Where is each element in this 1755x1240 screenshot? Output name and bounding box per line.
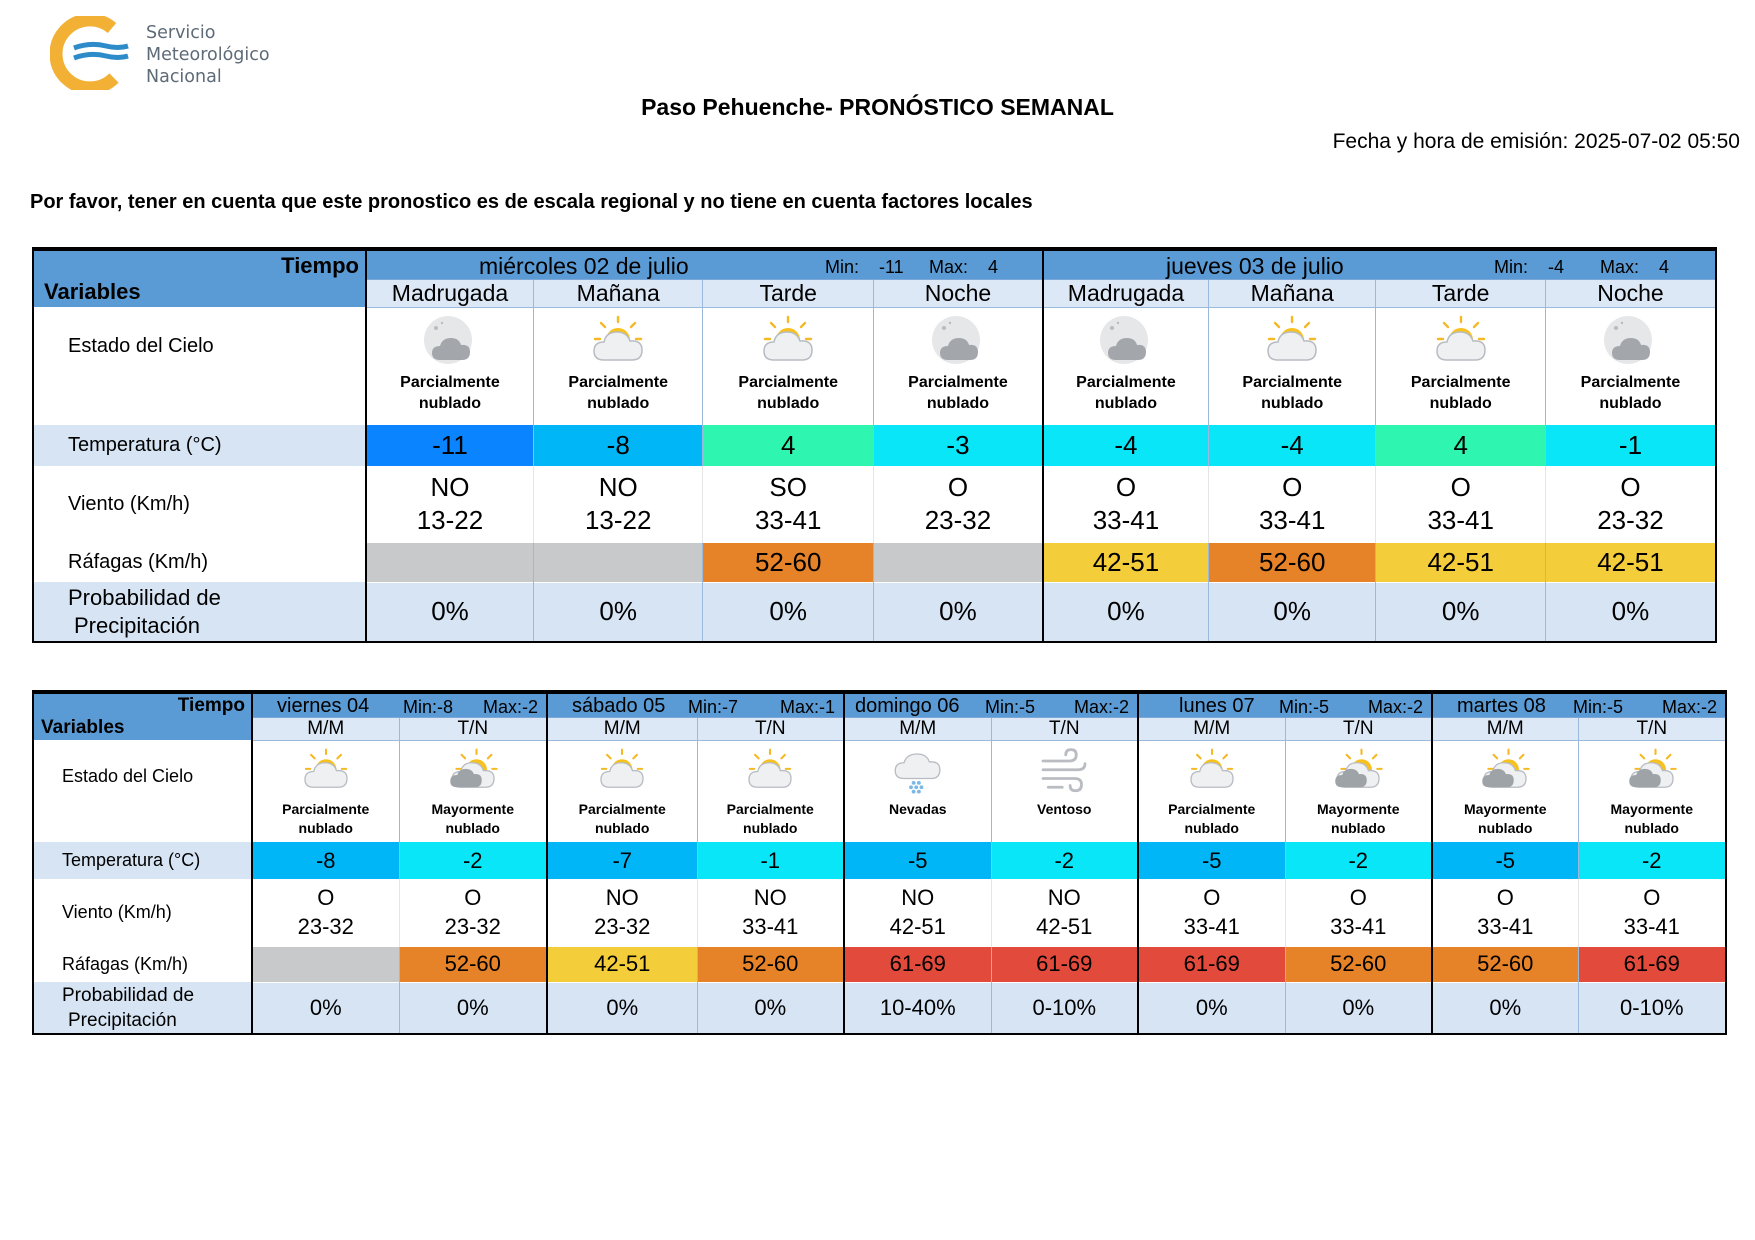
wind-cell [844, 879, 991, 946]
day-min: Min:-8 [403, 697, 454, 717]
tiempo-label: Tiempo [177, 695, 245, 716]
gust-value: 42-51 [1545, 542, 1716, 582]
sky-condition-line1: Parcialmente [738, 373, 839, 391]
day-name: lunes 07 [1179, 695, 1255, 717]
sky-condition-line1: Parcialmente [1242, 373, 1342, 391]
wind-direction: NO [605, 885, 639, 911]
sun-cloud-icon [594, 747, 650, 796]
sun-cloud-icon [756, 314, 820, 370]
precip-prob-value: 0% [252, 982, 399, 1034]
temperature-value: -3 [873, 425, 1043, 466]
corner-header [33, 249, 366, 307]
smn-logo [50, 16, 310, 96]
wind-cell [697, 879, 844, 946]
wind-direction: O [1620, 471, 1641, 502]
sky-condition-line2: nublado [1261, 394, 1324, 412]
precip-prob-value: 10-40% [844, 982, 991, 1034]
sky-condition-line1: Parcialmente [400, 373, 500, 391]
sky-condition [568, 372, 668, 414]
period-header: M/M [844, 717, 991, 740]
wind-direction: O [1349, 885, 1367, 911]
day-max: 4 [1658, 257, 1669, 277]
period-header: M/M [1138, 717, 1285, 740]
sky-state-label: Estado del Cielo [33, 740, 252, 842]
wind-direction: O [947, 471, 969, 502]
precip-prob-value: 0% [1285, 982, 1432, 1034]
day-min-label: Min: [824, 257, 859, 277]
page-title: Paso Pehuenche- PRONÓSTICO SEMANAL [641, 94, 1114, 120]
wind-direction: NO [430, 471, 470, 502]
sun-cloud-icon [298, 747, 354, 796]
day-name: miércoles 02 de julio [478, 253, 689, 279]
sky-state [367, 308, 533, 414]
temperature-value: -4 [1043, 425, 1208, 466]
forecast-table-days-1-2 [32, 247, 1717, 643]
precip-prob-value: 0-10% [1578, 982, 1726, 1034]
period-header: T/N [1285, 717, 1432, 740]
sky-state [992, 741, 1138, 819]
sky-condition [1464, 800, 1546, 838]
day-max: Max:-2 [482, 697, 538, 717]
sky-condition-line1: Parcialmente [282, 800, 370, 817]
wind-cell [1043, 466, 1208, 542]
wind-speed: 23-32 [924, 504, 992, 535]
day-header [1138, 692, 1432, 717]
wind-speed: 33-41 [754, 504, 822, 535]
sky-condition-line1: Parcialmente [1168, 800, 1256, 817]
variables-label: Variables [41, 717, 125, 738]
wind-speed: 33-41 [1330, 914, 1387, 940]
sky-state-cell [1043, 307, 1208, 425]
wind-speed: 13-22 [416, 504, 484, 535]
precip-prob-label [33, 582, 366, 642]
wind-direction: NO [753, 885, 787, 911]
wind-cell [1432, 879, 1578, 946]
sky-condition-line1: Nevadas [888, 800, 947, 817]
sky-condition-line1: Parcialmente [726, 800, 814, 817]
gust-value: 52-60 [1208, 542, 1375, 582]
precip-prob-value: 0% [547, 982, 697, 1034]
wind-speed: 23-32 [297, 914, 354, 940]
sun-cloud-dark-icon [1330, 747, 1386, 796]
sky-state-cell [1545, 307, 1716, 425]
sun-cloud-dark-icon [1477, 747, 1533, 796]
precip-prob-label [33, 982, 252, 1034]
sky-condition [1076, 372, 1176, 414]
logo-line-3: Nacional [146, 67, 222, 87]
sun-cloud-icon [586, 314, 650, 370]
temperature-value: -5 [844, 842, 991, 879]
wind-speed: 42-51 [1036, 914, 1093, 940]
wind-cell [1285, 879, 1432, 946]
precip-prob-value: 0% [1376, 582, 1546, 642]
sky-condition-line2: nublado [445, 819, 500, 836]
precip-prob-label-line1: Probabilidad de [62, 984, 195, 1006]
gust-value: 52-60 [399, 946, 547, 982]
sky-condition-line1: Parcialmente [1580, 373, 1681, 391]
day-header [366, 249, 1043, 279]
sky-state-cell [844, 740, 991, 842]
wind-cell [703, 466, 874, 542]
sky-state-cell [873, 307, 1043, 425]
wind-direction: O [1203, 885, 1221, 911]
sky-condition-line2: nublado [1599, 394, 1662, 412]
wind-cell [547, 879, 697, 946]
day-min: Min:-5 [985, 697, 1036, 717]
wind-speed: 33-41 [1477, 914, 1534, 940]
wind-direction: SO [769, 471, 807, 502]
sky-state [1433, 741, 1578, 838]
period-header: T/N [991, 717, 1138, 740]
day-header [844, 692, 1138, 717]
wind-cell [1545, 466, 1716, 542]
temperature-label: Temperatura (°C) [33, 425, 366, 466]
sky-condition [1581, 372, 1681, 414]
temperature-value: -7 [547, 842, 697, 879]
sky-state-cell [252, 740, 399, 842]
wind-direction: O [1450, 471, 1471, 502]
sky-condition-line1: Parcialmente [1410, 373, 1511, 391]
wind-cell [1578, 879, 1726, 946]
sky-state [548, 741, 697, 838]
sky-condition [432, 800, 514, 838]
wind-speed: 42-51 [889, 914, 946, 940]
day-min: -4 [1547, 257, 1564, 277]
day-header [547, 692, 844, 717]
precip-prob-value: 0-10% [991, 982, 1138, 1034]
sky-condition-line2: nublado [418, 394, 482, 412]
sky-condition-line1: Parcialmente [568, 373, 669, 391]
period-header: Mañana [1208, 279, 1375, 307]
wind-speed: 23-32 [594, 914, 651, 940]
sky-condition-line1: Mayormente [431, 800, 514, 817]
wind-speed: 33-41 [1427, 504, 1494, 535]
wind-speed: 23-32 [1597, 504, 1664, 535]
temperature-value: -2 [399, 842, 547, 879]
wind-direction: NO [598, 471, 638, 502]
sky-state-cell [366, 307, 533, 425]
sky-state [534, 308, 703, 414]
sky-condition-line2: nublado [1184, 819, 1239, 836]
gust-value: 42-51 [547, 946, 697, 982]
sky-condition-line2: nublado [1478, 819, 1533, 836]
precip-prob-value: 0% [1138, 982, 1285, 1034]
sky-state-cell [1208, 307, 1375, 425]
precip-prob-value: 0% [366, 582, 533, 642]
sky-condition-line2: nublado [1429, 394, 1492, 412]
logo-line-1: Servicio [146, 23, 216, 43]
period-header: T/N [697, 717, 844, 740]
wind-speed: 33-41 [1183, 914, 1240, 940]
wind-direction: O [1496, 885, 1514, 911]
precip-prob-value: 0% [697, 982, 844, 1034]
day-min-label: Min: [1493, 257, 1528, 277]
sky-state [1546, 308, 1715, 414]
wind-cell [873, 466, 1043, 542]
gust-value: 61-69 [1578, 946, 1726, 982]
sky-state [1139, 741, 1285, 838]
sky-state-cell [697, 740, 844, 842]
period-header: Madrugada [366, 279, 533, 307]
sky-condition-line2: nublado [587, 394, 650, 412]
sun-cloud-icon [1184, 747, 1240, 796]
period-header: M/M [1432, 717, 1578, 740]
sky-condition [282, 800, 369, 838]
sky-state [845, 741, 991, 819]
sky-state [698, 741, 844, 838]
precip-prob-value: 0% [703, 582, 874, 642]
day-name: martes 08 [1457, 695, 1546, 717]
temperature-value: 4 [1376, 425, 1546, 466]
moon-cloud-icon [926, 314, 990, 370]
logo-line-2: Meteorológico [146, 45, 270, 65]
sky-state-cell [1285, 740, 1432, 842]
moon-cloud-icon [418, 314, 482, 370]
tiempo-label: Tiempo [281, 253, 359, 278]
gust-value: 61-69 [1138, 946, 1285, 982]
sky-condition [908, 372, 1008, 414]
day-header [1043, 249, 1716, 279]
day-max: Max:-2 [1367, 697, 1423, 717]
sky-state [703, 308, 873, 414]
wind-cell [991, 879, 1138, 946]
sky-state-cell [1432, 740, 1578, 842]
day-min: Min:-5 [1279, 697, 1330, 717]
gust-value: 52-60 [697, 946, 844, 982]
wind-cell [1376, 466, 1546, 542]
day-name: viernes 04 [277, 695, 370, 717]
precip-prob-value: 0% [533, 582, 703, 642]
wind-direction: NO [1047, 885, 1081, 911]
day-name: domingo 06 [855, 695, 960, 717]
sky-state [1579, 741, 1726, 838]
sun-cloud-icon [742, 747, 798, 796]
wind-direction: O [317, 885, 335, 911]
sky-condition [1242, 372, 1342, 414]
wind-direction: NO [901, 885, 935, 911]
wind-speed: 33-41 [742, 914, 799, 940]
regional-scale-note: Por favor, tener en cuenta que este pronostico es de escala regional y no tiene en cuenta factores locales [30, 191, 1033, 213]
temperature-value: 4 [703, 425, 874, 466]
sky-condition-line1: Parcialmente [908, 373, 1008, 391]
gust-value [873, 542, 1043, 582]
sky-state-cell [399, 740, 547, 842]
sky-condition-line2: nublado [757, 394, 820, 412]
wind-cell [366, 466, 533, 542]
day-max-label: Max: [1599, 257, 1639, 277]
wind-icon [1036, 747, 1092, 796]
sky-condition-line1: Parcialmente [578, 800, 666, 817]
temperature-value: -5 [1138, 842, 1285, 879]
sky-condition [1168, 800, 1255, 838]
temperature-value: -1 [697, 842, 844, 879]
temperature-value: -5 [1432, 842, 1578, 879]
sky-condition-line2: nublado [1331, 819, 1386, 836]
sky-state-cell [533, 307, 703, 425]
sky-state [253, 741, 399, 838]
sky-state [1044, 308, 1208, 414]
temperature-value: -8 [252, 842, 399, 879]
period-header: M/M [252, 717, 399, 740]
sky-condition [400, 372, 500, 414]
sky-condition [738, 372, 838, 414]
wind-speed: 23-32 [444, 914, 501, 940]
sky-condition-line2: nublado [1624, 819, 1679, 836]
moon-cloud-icon [1598, 314, 1662, 370]
sky-condition-line2: nublado [926, 394, 990, 412]
sky-condition [579, 800, 666, 838]
wind-speed: 33-41 [1092, 504, 1160, 535]
corner-header [33, 692, 252, 740]
smn-logo-mark [50, 16, 130, 90]
period-header: Noche [873, 279, 1043, 307]
wind-label: Viento (Km/h) [33, 466, 366, 542]
wind-direction: O [464, 885, 482, 911]
sky-state-cell [991, 740, 1138, 842]
precip-prob-label-line2: Precipitación [74, 612, 200, 638]
temperature-value: -4 [1208, 425, 1375, 466]
moon-cloud-icon [1094, 314, 1158, 370]
gust-value: 61-69 [844, 946, 991, 982]
wind-speed: 13-22 [584, 504, 652, 535]
wind-cell [252, 879, 399, 946]
sun-cloud-dark-icon [445, 747, 501, 796]
temperature-value: -11 [366, 425, 533, 466]
day-min: -11 [878, 257, 904, 277]
wind-cell [533, 466, 703, 542]
sky-condition-line2: nublado [595, 819, 650, 836]
sky-condition [727, 800, 814, 838]
precip-prob-value: 0% [1208, 582, 1375, 642]
day-name: sábado 05 [572, 695, 666, 717]
emission-datetime: Fecha y hora de emisión: 2025-07-02 05:50 [1332, 130, 1740, 153]
sky-state-cell [547, 740, 697, 842]
forecast-table-days-3-7 [32, 690, 1727, 1035]
gust-value: 61-69 [991, 946, 1138, 982]
wind-direction: O [1643, 885, 1661, 911]
gust-value: 52-60 [1285, 946, 1432, 982]
period-header: T/N [1578, 717, 1726, 740]
gust-value: 52-60 [1432, 946, 1578, 982]
sky-state [1376, 308, 1545, 414]
wind-speed: 33-41 [1258, 504, 1326, 535]
gust-value: 42-51 [1376, 542, 1546, 582]
precip-prob-value: 0% [1432, 982, 1578, 1034]
day-max: Max:-1 [779, 697, 835, 717]
sky-state-cell [703, 307, 874, 425]
sun-cloud-icon [1429, 314, 1493, 370]
temperature-label: Temperatura (°C) [33, 842, 252, 879]
sky-condition [1611, 800, 1693, 838]
temperature-value: -2 [991, 842, 1138, 879]
day-min: Min:-7 [688, 697, 739, 717]
gust-label: Ráfagas (Km/h) [33, 542, 366, 582]
precip-prob-label-line1: Probabilidad de [68, 584, 221, 610]
wind-label: Viento (Km/h) [33, 879, 252, 946]
sky-condition-line2: nublado [1094, 394, 1158, 412]
sky-state-cell [1138, 740, 1285, 842]
precip-prob-value: 0% [873, 582, 1043, 642]
sky-condition-line1: Mayormente [1317, 800, 1400, 817]
period-header: Tarde [703, 279, 874, 307]
sky-condition-line2: nublado [298, 819, 353, 836]
precip-prob-value: 0% [1545, 582, 1716, 642]
wind-cell [399, 879, 547, 946]
day-max: Max:-2 [1073, 697, 1129, 717]
gust-value: 52-60 [703, 542, 874, 582]
sky-state [874, 308, 1042, 414]
sky-state [1209, 308, 1375, 414]
day-max-label: Max: [928, 257, 968, 277]
precip-prob-label-line2: Precipitación [68, 1009, 177, 1031]
variables-label: Variables [44, 279, 141, 304]
sky-state-label: Estado del Cielo [33, 307, 366, 425]
temperature-value: -2 [1285, 842, 1432, 879]
sky-condition [1317, 800, 1399, 838]
temperature-value: -2 [1578, 842, 1726, 879]
day-header [252, 692, 547, 717]
sky-condition-line1: Mayormente [1464, 800, 1547, 817]
wind-direction: O [1282, 471, 1303, 502]
temperature-value: -8 [533, 425, 703, 466]
sky-state [400, 741, 547, 838]
snow-cloud-icon [890, 747, 946, 796]
day-max: Max:-2 [1661, 697, 1717, 717]
period-header: M/M [547, 717, 697, 740]
day-name: jueves 03 de julio [1165, 253, 1344, 279]
sky-state-cell [1578, 740, 1726, 842]
sky-condition [1411, 372, 1511, 414]
day-min: Min:-5 [1573, 697, 1624, 717]
sky-condition [889, 800, 947, 819]
sky-state [1286, 741, 1432, 838]
gust-value [366, 542, 533, 582]
gust-value: 42-51 [1043, 542, 1208, 582]
sky-condition [1037, 800, 1091, 819]
precip-prob-value: 0% [1043, 582, 1208, 642]
period-header: Noche [1545, 279, 1716, 307]
sky-state-cell [1376, 307, 1546, 425]
precip-prob-value: 0% [399, 982, 547, 1034]
wind-speed: 33-41 [1623, 914, 1680, 940]
gust-value [252, 946, 399, 982]
sky-condition-line1: Parcialmente [1076, 373, 1176, 391]
wind-direction: O [1115, 471, 1137, 502]
wind-cell [1208, 466, 1375, 542]
period-header: Madrugada [1043, 279, 1208, 307]
day-header [1432, 692, 1726, 717]
day-max: 4 [987, 257, 998, 277]
period-header: Mañana [533, 279, 703, 307]
gust-value [533, 542, 703, 582]
sun-cloud-dark-icon [1624, 747, 1680, 796]
sun-cloud-icon [1260, 314, 1324, 370]
sky-condition-line2: nublado [743, 819, 798, 836]
period-header: Tarde [1376, 279, 1546, 307]
gust-label: Ráfagas (Km/h) [33, 946, 252, 982]
wind-cell [1138, 879, 1285, 946]
sky-condition-line1: Mayormente [1610, 800, 1693, 817]
sky-condition-line1: Ventoso [1037, 800, 1092, 817]
temperature-value: -1 [1545, 425, 1716, 466]
period-header: T/N [399, 717, 547, 740]
